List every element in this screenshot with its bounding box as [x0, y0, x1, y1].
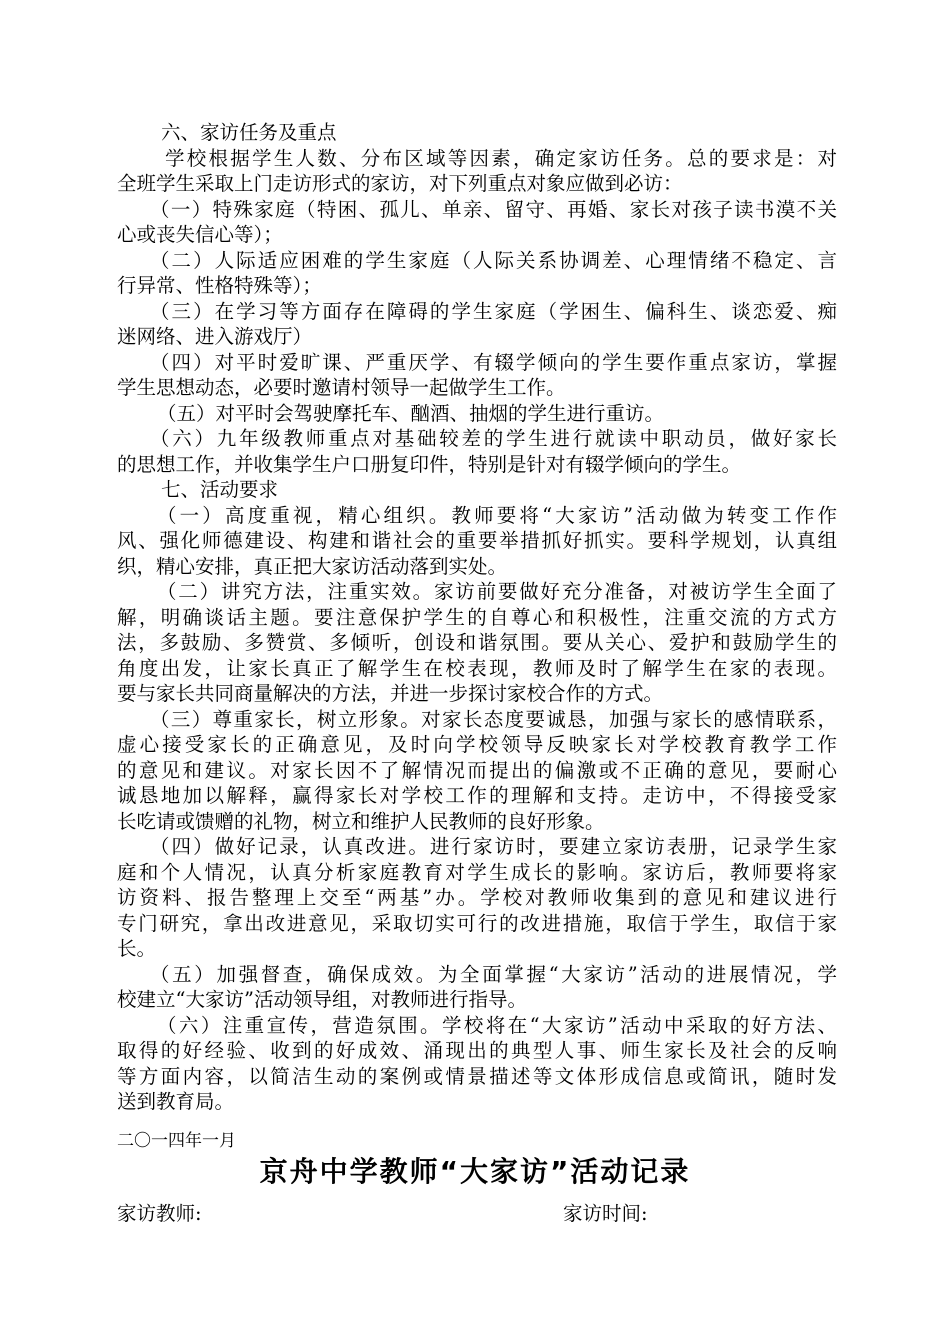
paragraph-line: 要与家长共同商量解决的方法，并进一步探讨家校合作的方式。: [117, 682, 664, 705]
paragraph-line: 行异常、性格特殊等）；: [117, 274, 322, 297]
paragraph-line: （二）人际适应困难的学生家庭（人际关系协调差、心理情绪不稳定、言: [150, 248, 837, 272]
document-body: [117, 120, 837, 1153]
paragraph-line: （四）对平时爱旷课、严重厌学、有辍学倾向的学生要作重点家访，掌握: [150, 350, 837, 374]
body-text: [117, 120, 837, 1115]
paragraph-line: 织，精心安排，真正把大家访活动落到实处。: [117, 554, 508, 578]
record-title: 京舟中学教师“大家访”活动记录: [259, 1155, 691, 1188]
paragraph-line: （三）在学习等方面存在障碍的学生家庭（学困生、偏科生、谈恋爱、痴: [150, 299, 837, 323]
paragraph-line: （六）注重宣传，营造氛围。学校将在“大家访”活动中采取的好方法、: [157, 1013, 837, 1037]
paragraph-line: 七、活动要求: [161, 478, 279, 501]
document-date: 二〇一四年一月: [117, 1130, 236, 1151]
paragraph-line: （四）做好记录，认真改进。进行家访时，要建立家访表册，记录学生家: [150, 835, 837, 858]
paragraph-line: 解，明确谈话主题。要注意保护学生的自尊心和积极性，注重交流的方式方: [117, 605, 837, 629]
paragraph-line: 等方面内容，以简洁生动的案例或情景描述等文体形成信息或简讯，随时发: [117, 1064, 837, 1088]
paragraph-line: 迷网络、进入游戏厅）: [117, 325, 313, 348]
paragraph-line: 长吃请或馈赠的礼物，树立和维护人民教师的良好形象。: [117, 809, 605, 833]
paragraph-line: 学生思想动态，必要时邀请村领导一起做学生工作。: [117, 376, 566, 399]
paragraph-line: 长。: [117, 937, 157, 960]
paragraph-line: 角度出发，让家长真正了解学生在校表现，教师及时了解学生在家的表现。: [117, 656, 837, 680]
visit-teacher-label: 家访教师:: [117, 1202, 202, 1225]
paragraph-line: 全班学生采取上门走访形式的家访，对下列重点对象应做到必访：: [117, 172, 683, 195]
paragraph-line: 取得的好经验、收到的好成效、涌现出的典型人事、师生家长及社会的反响: [117, 1039, 837, 1062]
paragraph-line: 虚心接受家长的正确意见，及时向学校领导反映家长对学校教育教学工作: [117, 733, 837, 756]
paragraph-line: 法，多鼓励、多赞赏、多倾听，创设和谐氛围。要从关心、爱护和鼓励学生的: [117, 631, 837, 654]
paragraph-line: 专门研究，拿出改进意见，采取切实可行的改进措施，取信于学生，取信于家: [117, 911, 837, 935]
paragraph-line: 的意见和建议。对家长因不了解情况而提出的偏激或不正确的意见，要耐心: [117, 758, 837, 782]
paragraph-line: （二）讲究方法，注重实效。家访前要做好充分准备，对被访学生全面了: [157, 580, 837, 603]
paragraph-line: （六）九年级教师重点对基础较差的学生进行就读中职动员，做好家长: [150, 427, 837, 450]
paragraph-line: （五）对平时会驾驶摩托车、酗酒、抽烟的学生进行重访。: [157, 401, 665, 425]
paragraph-line: 访资料、报告整理上交至“两基”办。学校对教师收集到的意见和建议进行: [117, 886, 837, 909]
paragraph-line: 六、家访任务及重点: [161, 121, 337, 144]
paragraph-line: 的思想工作，并收集学生户口册复印件，特别是针对有辍学倾向的学生。: [117, 452, 742, 476]
paragraph-line: （五）加强督查，确保成效。为全面掌握“大家访”活动的进展情况，学: [150, 962, 837, 986]
paragraph-line: 送到教育局。: [117, 1090, 235, 1113]
paragraph-line: （一）特殊家庭（特困、孤儿、单亲、留守、再婚、家长对孩子读书漠不关: [150, 197, 837, 221]
paragraph-line: 校建立“大家访”活动领导组，对教师进行指导。: [117, 988, 527, 1011]
paragraph-line: 庭和个人情况，认真分析家庭教育对学生成长的影响。家访后，教师要将家: [117, 860, 837, 884]
paragraph-line: （一）高度重视，精心组织。教师要将“大家访”活动做为转变工作作: [157, 503, 837, 527]
visit-time-label: 家访时间:: [563, 1202, 648, 1225]
paragraph-line: （三）尊重家长，树立形象。对家长态度要诚恳，加强与家长的感情联系，: [150, 707, 837, 731]
paragraph-line: 心或丧失信心等）；: [117, 223, 283, 246]
paragraph-line: 学校根据学生人数、分布区域等因素，确定家访任务。总的要求是：对: [165, 146, 837, 170]
paragraph-line: 风、强化师德建设、构建和谐社会的重要举措抓好抓实。要科学规划，认真组: [117, 529, 837, 552]
paragraph-line: 诚恳地加以解释，赢得家长对学校工作的理解和支持。走访中，不得接受家: [117, 784, 837, 807]
